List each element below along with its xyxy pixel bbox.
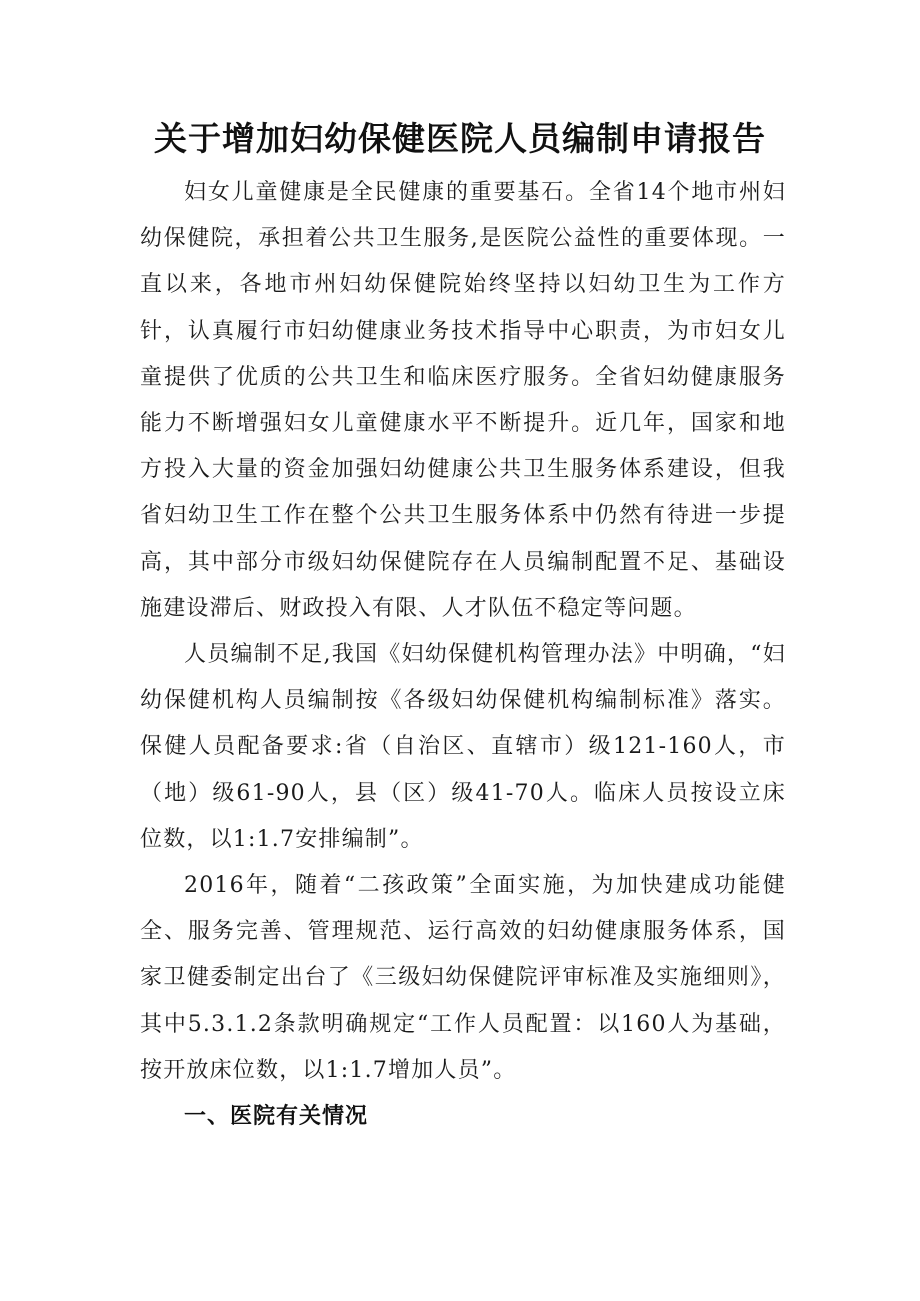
section-heading-hospital-situation: 一、医院有关情况 <box>184 1104 369 1130</box>
paragraph-intro: 妇女儿童健康是全民健康的重要基石。全省14个地市州妇幼保健院，承担着公共卫生服务,是医院公益性的重要体现。一直以来，各地市州妇幼保健院始终坚持以妇幼卫生为工作方针，认真履行市妇幼健康业务技术指导中心职责，为市妇女儿童提供了优质的公共卫生和临床医疗服务。全省妇幼健康服务能力不断增强妇女儿童健康水平不断提升。近几年，国家和地方投入大量的资金加强妇幼健康公共卫生服务体系建设，但我省妇幼卫生工作在整个公共卫生服务体系中仍然有待进一步提高，其中部分市级妇幼保健院存在人员编制配置不足、基础设施建设滞后、财政投入有限、人才队伍不稳定等问题。 <box>140 180 786 621</box>
paragraph-policy-2016: 2016年，随着“二孩政策”全面实施，为加快建成功能健全、服务完善、管理规范、运行高效的妇幼健康服务体系，国家卫健委制定出台了《三级妇幼保健院评审标准及实施细则》，其中5.3.1.2条款明确规定“工作人员配置：以160人为基础，按开放床位数，以1:1.7增加人员”。 <box>140 873 786 1083</box>
document-body <box>140 170 786 1140</box>
paragraph-staffing: 人员编制不足,我国《妇幼保健机构管理办法》中明确，“妇幼保健机构人员编制按《各级妇幼保健机构编制标准》落实。保健人员配备要求:省（自治区、直辖市）级121-160人，市（地）级61-90人，县（区）级41-70人。临床人员按设立床位数，以1:1.7安排编制”。 <box>140 642 786 852</box>
document-title: 关于增加妇幼保健医院人员编制申请报告 <box>154 119 766 158</box>
